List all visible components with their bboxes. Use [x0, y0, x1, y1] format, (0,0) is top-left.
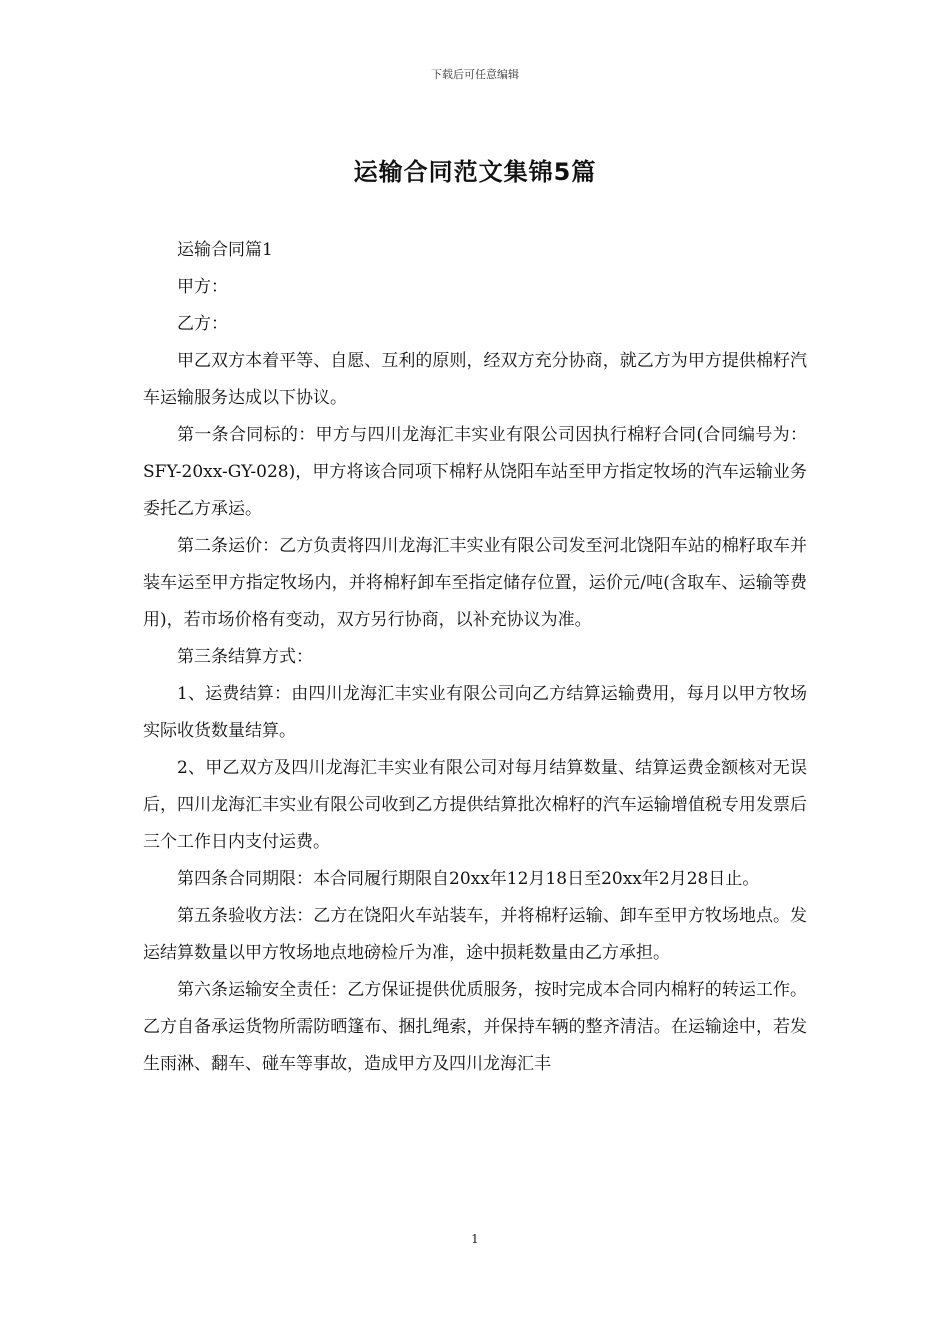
paragraph-settlement-2: 2、甲乙双方及四川龙海汇丰实业有限公司对每月结算数量、结算运费金额核对无误后，四川龙海汇丰实业有限公司收到乙方提供结算批次棉籽的汽车运输增值税专用发票后三个工作日内支付运费。	[143, 758, 807, 852]
page-number: 1	[471, 1232, 479, 1246]
document-title: 运输合同范文集锦5篇	[353, 158, 597, 186]
paragraph-section-heading: 运输合同篇1	[177, 240, 273, 260]
paragraph-article-3: 第三条结算方式：	[177, 647, 313, 667]
paragraph-article-4: 第四条合同期限：本合同履行期限自20xx年12月18日至20xx年2月28日止。	[177, 869, 760, 889]
paragraph-article-2: 第二条运价：乙方负责将四川龙海汇丰实业有限公司发至河北饶阳车站的棉籽取车并装车运至甲方指定牧场内，并将棉籽卸车至指定储存位置，运价元/吨(含取车、运输等费用)，若市场价格有变动，双方另行协商，以补充协议为准。	[143, 536, 807, 630]
paragraph-settlement-1: 1、运费结算：由四川龙海汇丰实业有限公司向乙方结算运输费用，每月以甲方牧场实际收货数量结算。	[143, 684, 807, 741]
paragraph-party-b: 乙方：	[177, 314, 228, 334]
paragraph-preamble: 甲乙双方本着平等、自愿、互利的原则，经双方充分协商，就乙方为甲方提供棉籽汽车运输服务达成以下协议。	[143, 351, 807, 408]
paragraph-article-5: 第五条验收方法：乙方在饶阳火车站装车，并将棉籽运输、卸车至甲方牧场地点。发运结算数量以甲方牧场地点地磅检斤为准，途中损耗数量由乙方承担。	[143, 906, 807, 963]
paragraph-party-a: 甲方：	[177, 277, 228, 297]
header-note: 下载后可任意编辑	[431, 68, 519, 81]
paragraph-article-6: 第六条运输安全责任：乙方保证提供优质服务，按时完成本合同内棉籽的转运工作。乙方自备承运货物所需防晒篷布、捆扎绳索，并保持车辆的整齐清洁。在运输途中，若发生雨淋、翻车、碰车等事故，造成甲方及四川龙海汇丰	[143, 980, 807, 1074]
document-body	[143, 232, 807, 1083]
paragraph-article-1: 第一条合同标的：甲方与四川龙海汇丰实业有限公司因执行棉籽合同(合同编号为：SFY-20xx-GY-028)，甲方将该合同项下棉籽从饶阳车站至甲方指定牧场的汽车运输业务委托乙方承运。	[143, 425, 807, 519]
